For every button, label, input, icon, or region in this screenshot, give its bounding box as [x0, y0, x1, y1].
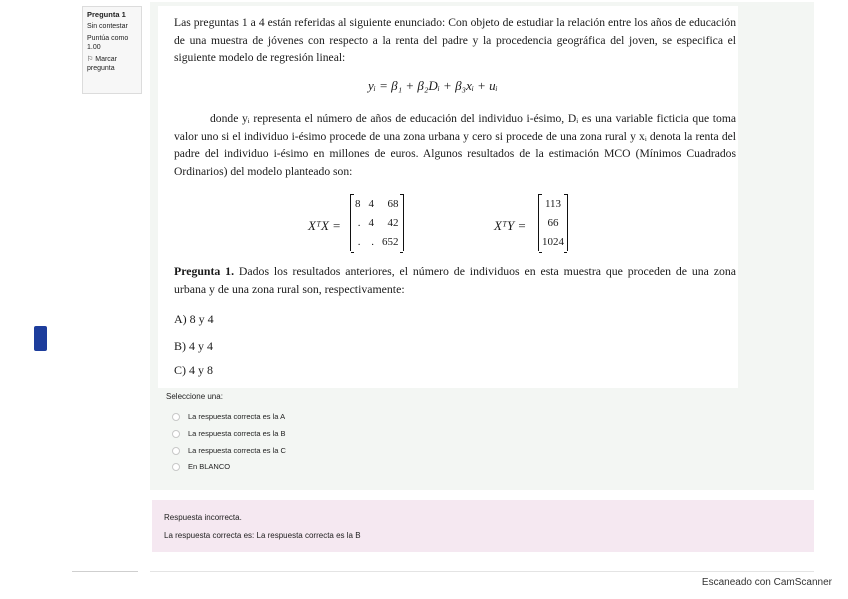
question-status: Sin contestar: [87, 23, 128, 30]
question-info-box: [82, 6, 142, 94]
feedback-correct-answer: La respuesta correcta es: La respuesta correcta es la B: [164, 531, 361, 540]
flag-icon: ⚐: [87, 56, 96, 63]
flag-question-link[interactable]: ⚐ Marcar pregunta: [87, 56, 118, 72]
option-a: A) 8 y 4: [174, 312, 214, 326]
feedback-box: [152, 500, 814, 552]
statement-explanation: donde yᵢ representa el número de años de educación del individuo i-ésimo, Dᵢ es una variable ficticia que toma valor uno si el individuo i-ésimo procede de una zona urbana y cero si procede de una zona rural y xᵢ denota la renta del padre del individuo i-ésimo en millones de euros. Algunos resultados de la estimación MCO (Mínimos Cuadrados Ordinarios) del modelo planteado son:: [174, 112, 736, 178]
question-image: [158, 6, 738, 388]
xtx-label: XᵀX =: [308, 218, 341, 233]
question-number: Pregunta 1: [87, 10, 126, 19]
answer-option-b[interactable]: La respuesta correcta es la B: [172, 429, 286, 438]
divider: [72, 571, 138, 572]
xtx-matrix: 8 4 68 . 4 42 . . 652: [350, 194, 404, 251]
radio-icon[interactable]: [172, 463, 180, 471]
xty-label: XᵀY =: [494, 218, 527, 233]
radio-icon[interactable]: [172, 447, 180, 455]
xty-matrix: 113 66 1024: [538, 194, 568, 251]
answer-option-blank[interactable]: En BLANCO: [172, 462, 230, 471]
statement-intro: Las preguntas 1 a 4 están referidas al siguiente enunciado: Con objeto de estudiar la relación entre los años de educación de una muestra de jóvenes con respecto a la renta del padre y la procedencia geográfica del joven, se especifica el siguiente modelo de regresión lineal:: [174, 16, 736, 64]
option-b: B) 4 y 4: [174, 339, 213, 353]
option-c: C) 4 y 8: [174, 363, 213, 377]
answer-option-c[interactable]: La respuesta correcta es la C: [172, 446, 286, 455]
navigation-marker[interactable]: [34, 326, 47, 351]
answer-option-a[interactable]: La respuesta correcta es la A: [172, 412, 285, 421]
question-text: Pregunta 1. Dados los resultados anteriores, el número de individuos en esta muestra que proceden de una zona urbana y de una zona rural son, respectivamente:: [174, 264, 736, 296]
radio-icon[interactable]: [172, 413, 180, 421]
camscanner-watermark: Escaneado con CamScanner: [701, 577, 832, 588]
regression-equation: yᵢ = β₁ + β₂Dᵢ + β₃xᵢ + uᵢ: [368, 78, 498, 93]
select-one-label: Seleccione una:: [166, 392, 223, 401]
divider: [150, 571, 814, 572]
score-label: Puntúa como 1.00: [87, 35, 129, 51]
radio-icon[interactable]: [172, 430, 180, 438]
feedback-result: Respuesta incorrecta.: [164, 513, 242, 522]
